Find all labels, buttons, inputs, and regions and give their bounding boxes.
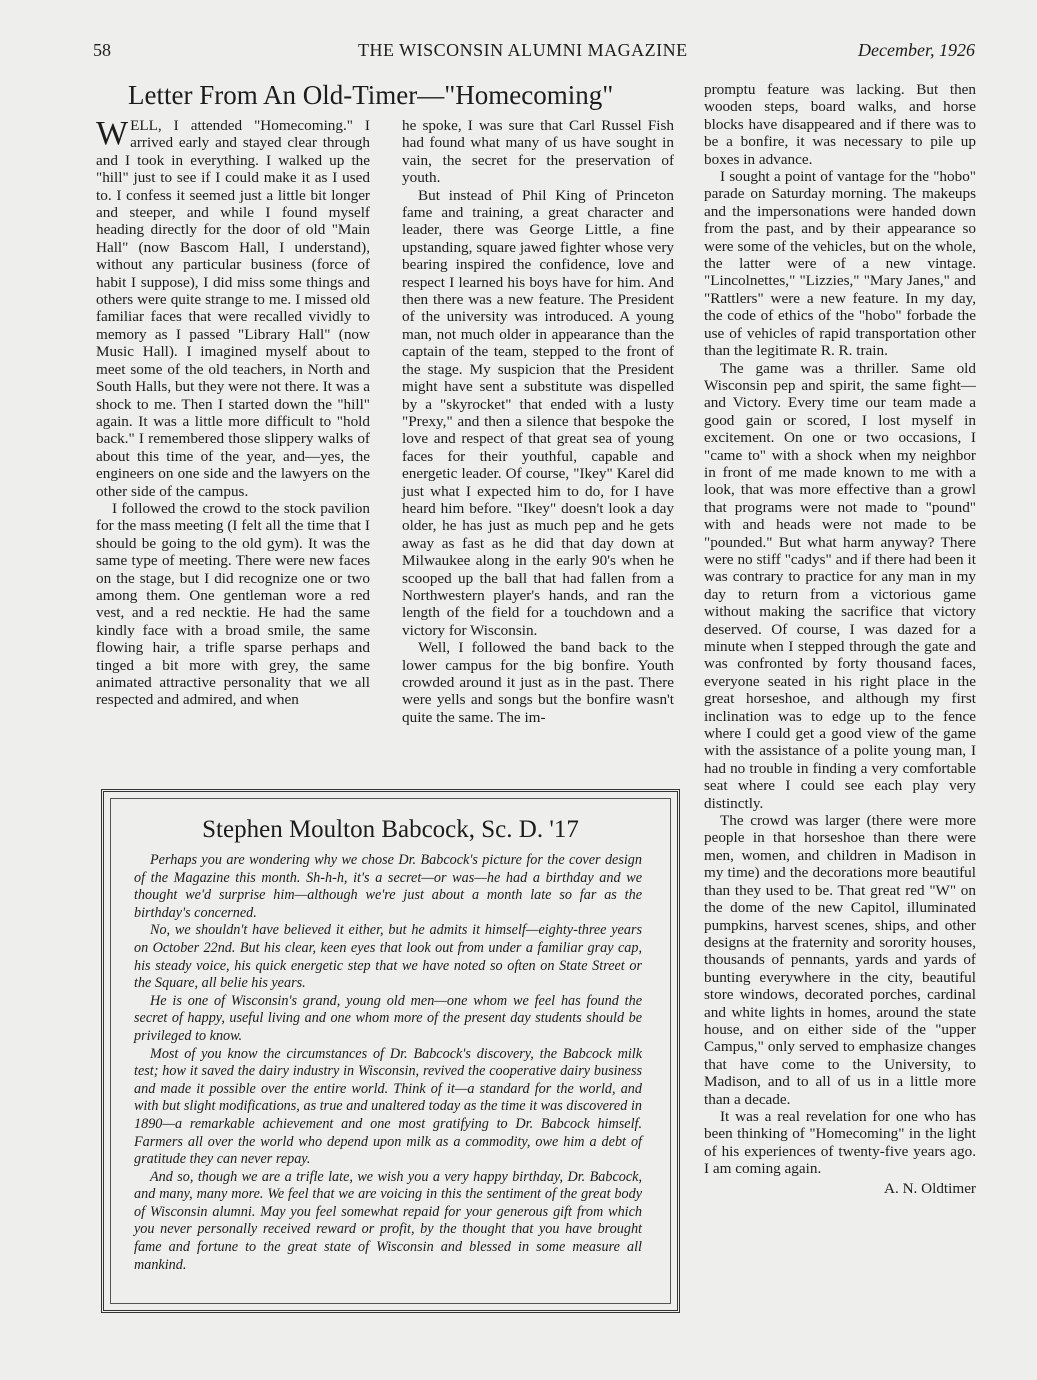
article-paragraph: WELL, I attended "Homecoming." I arrived early and stayed clear through and I took in everything. I walked up the "hill" just to see if I could make it as I used to. I confess it seemed just a little bit longer and steeper, and while I found myself heading directly for the door of old "Main Hall" (now Bascom Hall, I understand), without any particular business (force of habit I suppose), I did miss some things and others were quite strange to me. I missed old familiar faces that were recalled vividly to memory as I passed "Library Hall" (now Music Hall). I imagined myself about to meet some of the old teachers, in North and South Halls, but they were not there. It was a shock to me. Then I started down the "hill" again. It was a little more difficult to "hold back." I remembered those slippery walks of about this time of the year, and—yes, the engineers on one side and the lawyers on the other side of the campus.: [96, 115, 370, 500]
author-signature: A. N. Oldtimer: [884, 1179, 976, 1197]
sidebar-paragraph: Most of you know the circumstances of Dr. Babcock's discovery, the Babcock milk test; how it saved the dairy industry in Wisconsin, revived the cooperative dairy business and made it possible over the entire world. Think of it—a standard for the world, and with but slight modifications, as true and unaltered today as the time it was discovered in 1890—a remarkable achievement and one most gratifying to Dr. Babcock himself. Farmers all over the world who depend upon milk as a commodity, owe him a debt of gratitude they can never repay.: [134, 1045, 642, 1168]
babcock-sidebar-box: [101, 789, 680, 1313]
article-paragraph: I followed the crowd to the stock pavilion for the mass meeting (I felt all the time that I should be going to the old gym). It was the same type of meeting. There were new faces on the stage, but I did recognize one or two among them. One gentleman wore a red vest, and a red necktie. He had the same kindly face with a broad smile, the same flowing hair, a trifle sparse perhaps and tinged a bit more with grey, the same animated attractive personality that we all respected and admired, and when: [96, 499, 370, 709]
article-title: Letter From An Old-Timer—"Homecoming": [128, 80, 614, 110]
issue-date: December, 1926: [858, 40, 975, 60]
sidebar-title: Stephen Moulton Babcock, Sc. D. '17: [202, 816, 579, 843]
sidebar-paragraph: He is one of Wisconsin's grand, young old men—one whom we feel has found the secret of happy, useful living and one whom more of the present day students should be privileged to know.: [134, 992, 642, 1044]
sidebar-paragraph: Perhaps you are wondering why we chose Dr. Babcock's picture for the cover design of the Magazine this month. Sh-h-h, it's a secret—or was—he had a birthday and we thought we'd surprise him—although we're just about a month late so far as the birthday's concerned.: [134, 852, 642, 921]
article-paragraph: But instead of Phil King of Princeton fame and training, a great character and leader, there was George Little, a fine upstanding, square jawed fighter whose very bearing inspired the confidence, love and respect I learned his boys have for him. And then there was a new feature. The President of the university was introduced. A young man, not much older in appearance than the captain of the team, stepped to the front of the stage. My suspicion that the President might have sent a substitute was dispelled by a "skyrocket" that ended with a lusty "Prexy," and then a silence that bespoke the love and respect of that great sea of young faces for their youthful, capable and energetic leader. Of course, "Ikey" Karel did just what I expected him to do, for I have heard him before. "Ikey" doesn't look a day older, he has just as much pep and he gets away as fast as he did that day down at Milwaukee along in the early 90's when he scooped up the ball that had fallen from a Northwestern player's hands, and ran the length of the field for a touchdown and a victory for Wisconsin.: [402, 186, 674, 639]
drop-cap: W: [96, 115, 129, 152]
magazine-title: THE WISCONSIN ALUMNI MAGAZINE: [358, 40, 688, 60]
article-paragraph: he spoke, I was sure that Carl Russel Fish had found what many of us have sought in vain, the secret for the preservation of youth.: [402, 117, 674, 187]
article-paragraph: I sought a point of vantage for the "hobo" parade on Saturday morning. The makeups and the impersonations were handed down from the past, and by their appearance so were some of the vehicles, but on the whole, the latter were of a new vintage. "Lincolnettes," "Lizzies," "Mary Janes," and "Rattlers" were a new feature. In my day, the code of ethics of the "hobo" forbade the use of vehicles of rapid transportation other than the legitimate R. R. train.: [704, 168, 976, 360]
sidebar-paragraph: And so, though we are a trifle late, we wish you a very happy birthday, Dr. Babcock, and many, many more. We feel that we are voicing in this the sentiment of the great body of Wisconsin alumni. May you feel somewhat repaid for your generous gift from which you never personally received reward or profit, by the thought that you have brought fame and fortune to the great state of Wisconsin and blessed in some measure all mankind.: [134, 1168, 642, 1273]
page-header: [0, 40, 1037, 64]
article-paragraph: It was a real revelation for one who has been thinking of "Homecoming" in the light of his experiences of twenty-five years ago. I am coming again.: [704, 1107, 976, 1178]
sidebar-body: [134, 852, 642, 1274]
article-column-1: [96, 117, 370, 709]
article-paragraph: The game was a thriller. Same old Wisconsin pep and spirit, the same fight—and Victory. Every time our team made a good gain or scored, I lost myself in excitement. On one or two occasions, I "came to" with a shock when my neighbor in front of me made known to me with a look, that was more effective than a growl that programs were not made to "pound" with and heads were not made to be "pounded." But what harm anyway? There were no stiff "cadys" and if there had been it was contrary to practice for any man in my day to return from a victorious game without making the sacrifice that victory deserved. Of course, I was dazed for a minute when I stepped through the gate and was confronted by forty thousand faces, everyone seated in his right place in the great horseshoe, and although my first inclination was to edge up to the fence where I could get a good view of the game with the assistance of a polite young man, I had no trouble in finding a very comfortable seat where I could see each play very distinctly.: [704, 359, 976, 812]
sidebar-paragraph: No, we shouldn't have believed it either, but he admits it himself—eighty-three years on October 22nd. But his clear, keen eyes that look out from under a familiar gray cap, his steady voice, his quick energetic step that we have noted so often on State Street or the Square, all belie his years.: [134, 922, 642, 992]
article-paragraph: promptu feature was lacking. But then wooden steps, board walks, and horse blocks have disappeared and if there was to be a bonfire, it was necessary to pile up boxes in advance.: [704, 81, 976, 168]
page-number: 58: [93, 40, 111, 60]
article-paragraph: The crowd was larger (there were more people in that horseshoe than there were men, women, and children in Madison in my time) and the decorations more beautiful than they used to be. That great red "W" on the dome of the new Capitol, illuminated pumpkins, harvest scenes, ships, and other designs at the fraternity and sorority houses, thousands of pennants, yards and yards of bunting everywhere in the city, beautiful store windows, decorated porches, cardinal and white lights in homes, around the state house, and on either side of the "upper Campus," only served to emphasize changes that have come to the University, to Madison, and to all of us in a little more than a decade.: [704, 812, 976, 1108]
article-paragraph: Well, I followed the band back to the lower campus for the big bonfire. Youth crowded around it just as in the past. There were yells and songs but the bonfire wasn't quite the same. The im-: [402, 639, 674, 726]
article-column-3: [704, 81, 976, 1197]
article-column-2: [402, 117, 674, 726]
